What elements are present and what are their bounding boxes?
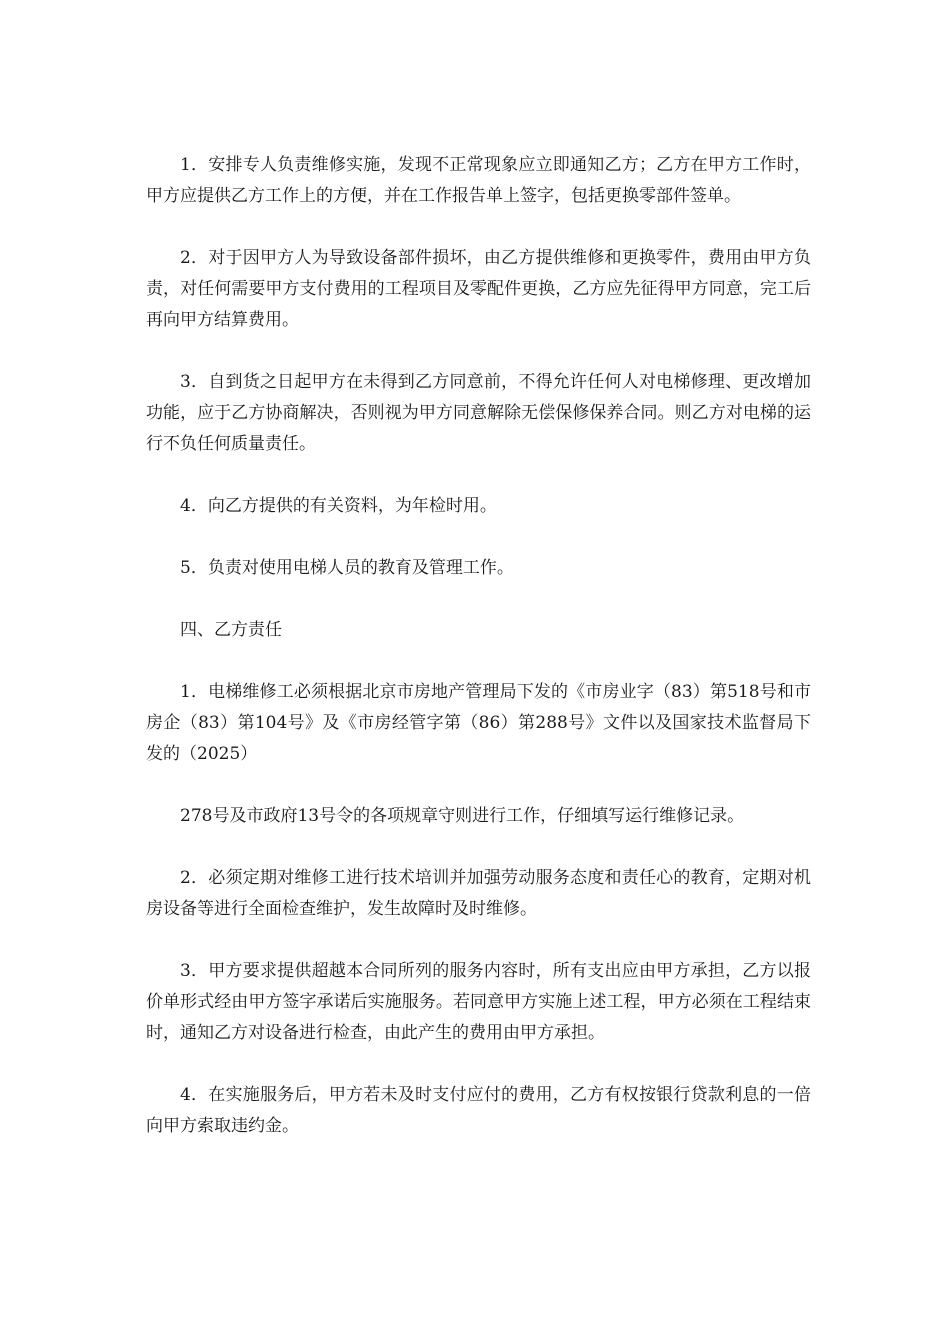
paragraph-party-b-duty-1: 1．电梯维修工必须根据北京市房地产管理局下发的《市房业字（83）第518号和市房企（83）第104号》及《市房经管字第（86）第288号》文件以及国家技术监督局下发的（2025）	[146, 682, 811, 764]
paragraph-party-a-duty-5: 5．负责对使用电梯人员的教育及管理工作。	[180, 558, 514, 578]
document-body	[146, 150, 811, 1173]
paragraph-party-b-duty-1-continued: 278号及市政府13号令的各项规章守则进行工作，仔细填写运行维修记录。	[180, 806, 745, 826]
paragraph-party-a-duty-2: 2．对于因甲方人为导致设备部件损坏，由乙方提供维修和更换零件，费用由甲方负责，对任何需要甲方支付费用的工程项目及零配件更换，乙方应先征得甲方同意，完工后再向甲方结算费用。	[146, 248, 811, 330]
section-heading-party-b-duties: 四、乙方责任	[180, 620, 282, 640]
paragraph-party-a-duty-4: 4．向乙方提供的有关资料，为年检时用。	[180, 496, 497, 516]
paragraph-party-b-duty-3: 3．甲方要求提供超越本合同所列的服务内容时，所有支出应由甲方承担，乙方以报价单形式经由甲方签字承诺后实施服务。若同意甲方实施上述工程，甲方必须在工程结束时，通知乙方对设备进行检查，由此产生的费用由甲方承担。	[146, 961, 811, 1043]
paragraph-party-b-duty-2: 2．必须定期对维修工进行技术培训并加强劳动服务态度和责任心的教育，定期对机房设备等进行全面检查维护，发生故障时及时维修。	[146, 868, 811, 919]
paragraph-party-a-duty-3: 3．自到货之日起甲方在未得到乙方同意前，不得允许任何人对电梯修理、更改增加功能，应于乙方协商解决，否则视为甲方同意解除无偿保修保养合同。则乙方对电梯的运行不负任何质量责任。	[146, 372, 811, 454]
paragraph-party-a-duty-1: 1．安排专人负责维修实施，发现不正常现象应立即通知乙方；乙方在甲方工作时，甲方应提供乙方工作上的方便，并在工作报告单上签字，包括更换零部件签单。	[146, 155, 811, 206]
paragraph-party-b-duty-4: 4．在实施服务后，甲方若未及时支付应付的费用，乙方有权按银行贷款利息的一倍向甲方索取违约金。	[146, 1085, 811, 1136]
